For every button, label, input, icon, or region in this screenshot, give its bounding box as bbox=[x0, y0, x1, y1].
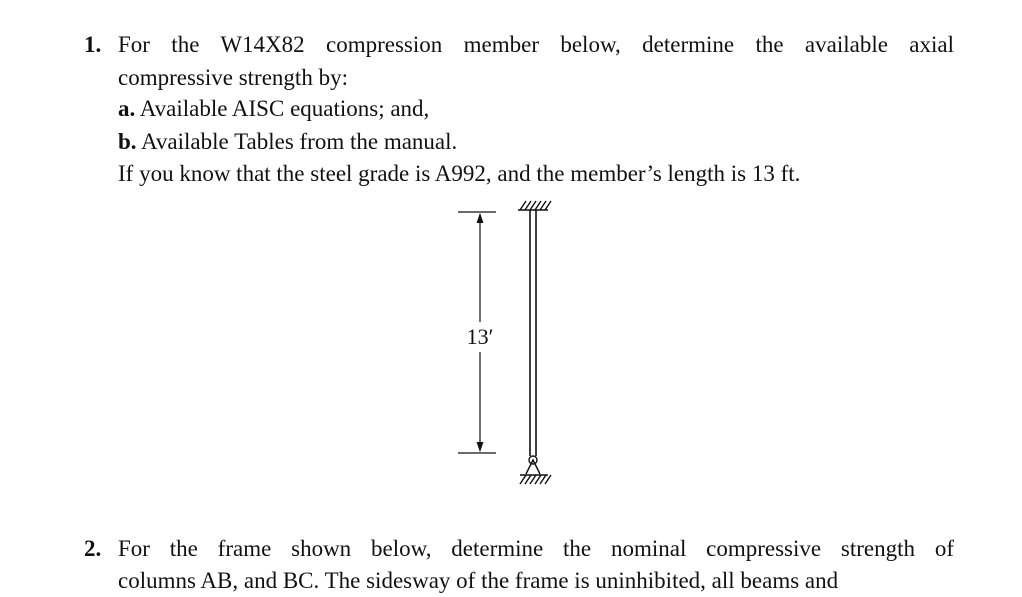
item-b-text: Available Tables from the manual. bbox=[141, 129, 458, 154]
fixed-support-top bbox=[518, 201, 551, 210]
problem-2-number: 2. bbox=[84, 536, 102, 561]
problem-1-line-1: For the W14X82 compression member below, determine the available axial bbox=[118, 32, 954, 57]
problem-2-line-1: For the frame shown below, determine the nominal compressive strength of bbox=[118, 536, 954, 561]
item-a-text: Available AISC equations; and, bbox=[139, 96, 430, 121]
dimension-label: 13′ bbox=[466, 324, 494, 349]
problem-2-line-2: columns AB, and BC. The sidesway of the frame is uninhibited, all beams and bbox=[118, 568, 839, 593]
problem-1-item-a bbox=[118, 94, 429, 124]
pin-support-bottom bbox=[520, 456, 551, 484]
column-member bbox=[530, 210, 536, 456]
column-figure bbox=[440, 192, 580, 502]
arrowhead-up bbox=[477, 213, 484, 223]
problem-1-line-2: compressive strength by: bbox=[118, 65, 348, 90]
item-a-marker: a. bbox=[118, 96, 136, 121]
problem-1-line-5: If you know that the steel grade is A992, and the member’s length is 13 ft. bbox=[118, 161, 801, 186]
problem-1-item-b bbox=[118, 127, 457, 157]
problem-1-number: 1. bbox=[84, 32, 102, 57]
item-b-marker: b. bbox=[118, 129, 137, 154]
arrowhead-down bbox=[477, 442, 484, 452]
